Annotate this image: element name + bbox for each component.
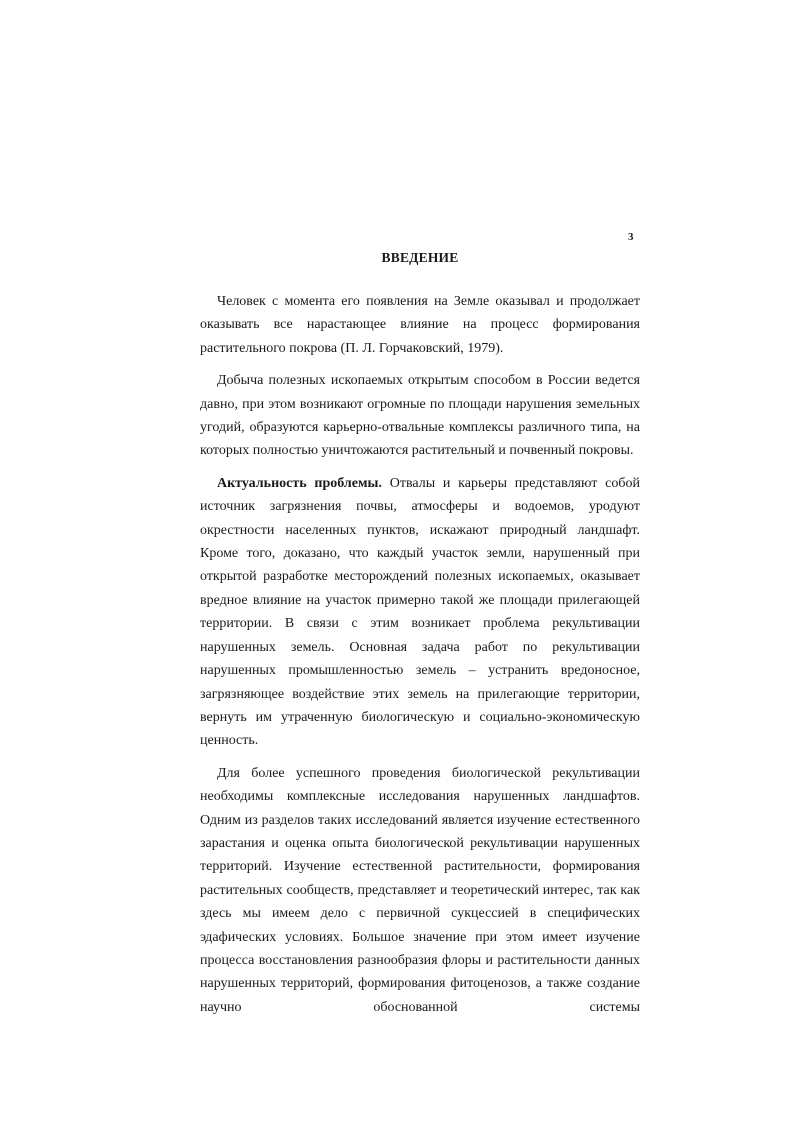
section-heading: ВВЕДЕНИЕ [381,250,459,265]
paragraph-1: Человек с момента его появления на Земле оказывал и продолжает оказывать все нарастающее влияние на процесс формирования растительного покрова (П. Л. Горчаковский, 1979). [200,294,640,356]
page-number: 3 [628,231,634,243]
paragraph-2: Добыча полезных ископаемых открытым способом в России ведется давно, при этом возникают огромные по площади нарушения земельных угодий, образуются карьерно-отвальные комплексы различного типа, на которых полностью уничтожаются растительный и почвенный покровы. [200,373,640,459]
body-text [200,290,640,1019]
paragraph-4: Для более успешного проведения биологической рекультивации необходимы комплексные исследования нарушенных ландшафтов. Одним из разделов таких исследований является изучение естественного зарастания и оценка опыта биологической рекультивации нарушенных территорий. Изучение естественной растительности, формирования растительных сообществ, представляет и теоретический интерес, так как здесь мы имеем дело с первичной сукцессией в специфических эдафических условиях. Большое значение при этом имеет изучение процесса восстановления разнообразия флоры и растительности данных нарушенных территорий, формирования фитоценозов, а также создание научно обоснованной системы [200,765,640,1015]
paragraph-3-text: Отвалы и карьеры представляют собой источник загрязнения почвы, атмосферы и водоемов, уродуют окрестности населенных пунктов, искажают природный ландшафт. Кроме того, доказано, что каждый участок земли, нарушенный при открытой разработке месторождений полезных ископаемых, оказывает вредное влияние на участок примерно такой же площади прилегающей территории. В связи с этим возникает проблема рекультивации нарушенных земель. Основная задача работ по рекультивации нарушенных промышленностью земель – устранить вредоносное, загрязняющее воздействие этих земель на прилегающие территории, вернуть им утраченную биологическую и социально-экономическую ценность. [200,475,640,749]
paragraph-3-lead: Актуальность проблемы. [217,475,382,491]
paragraph-3 [200,472,640,753]
